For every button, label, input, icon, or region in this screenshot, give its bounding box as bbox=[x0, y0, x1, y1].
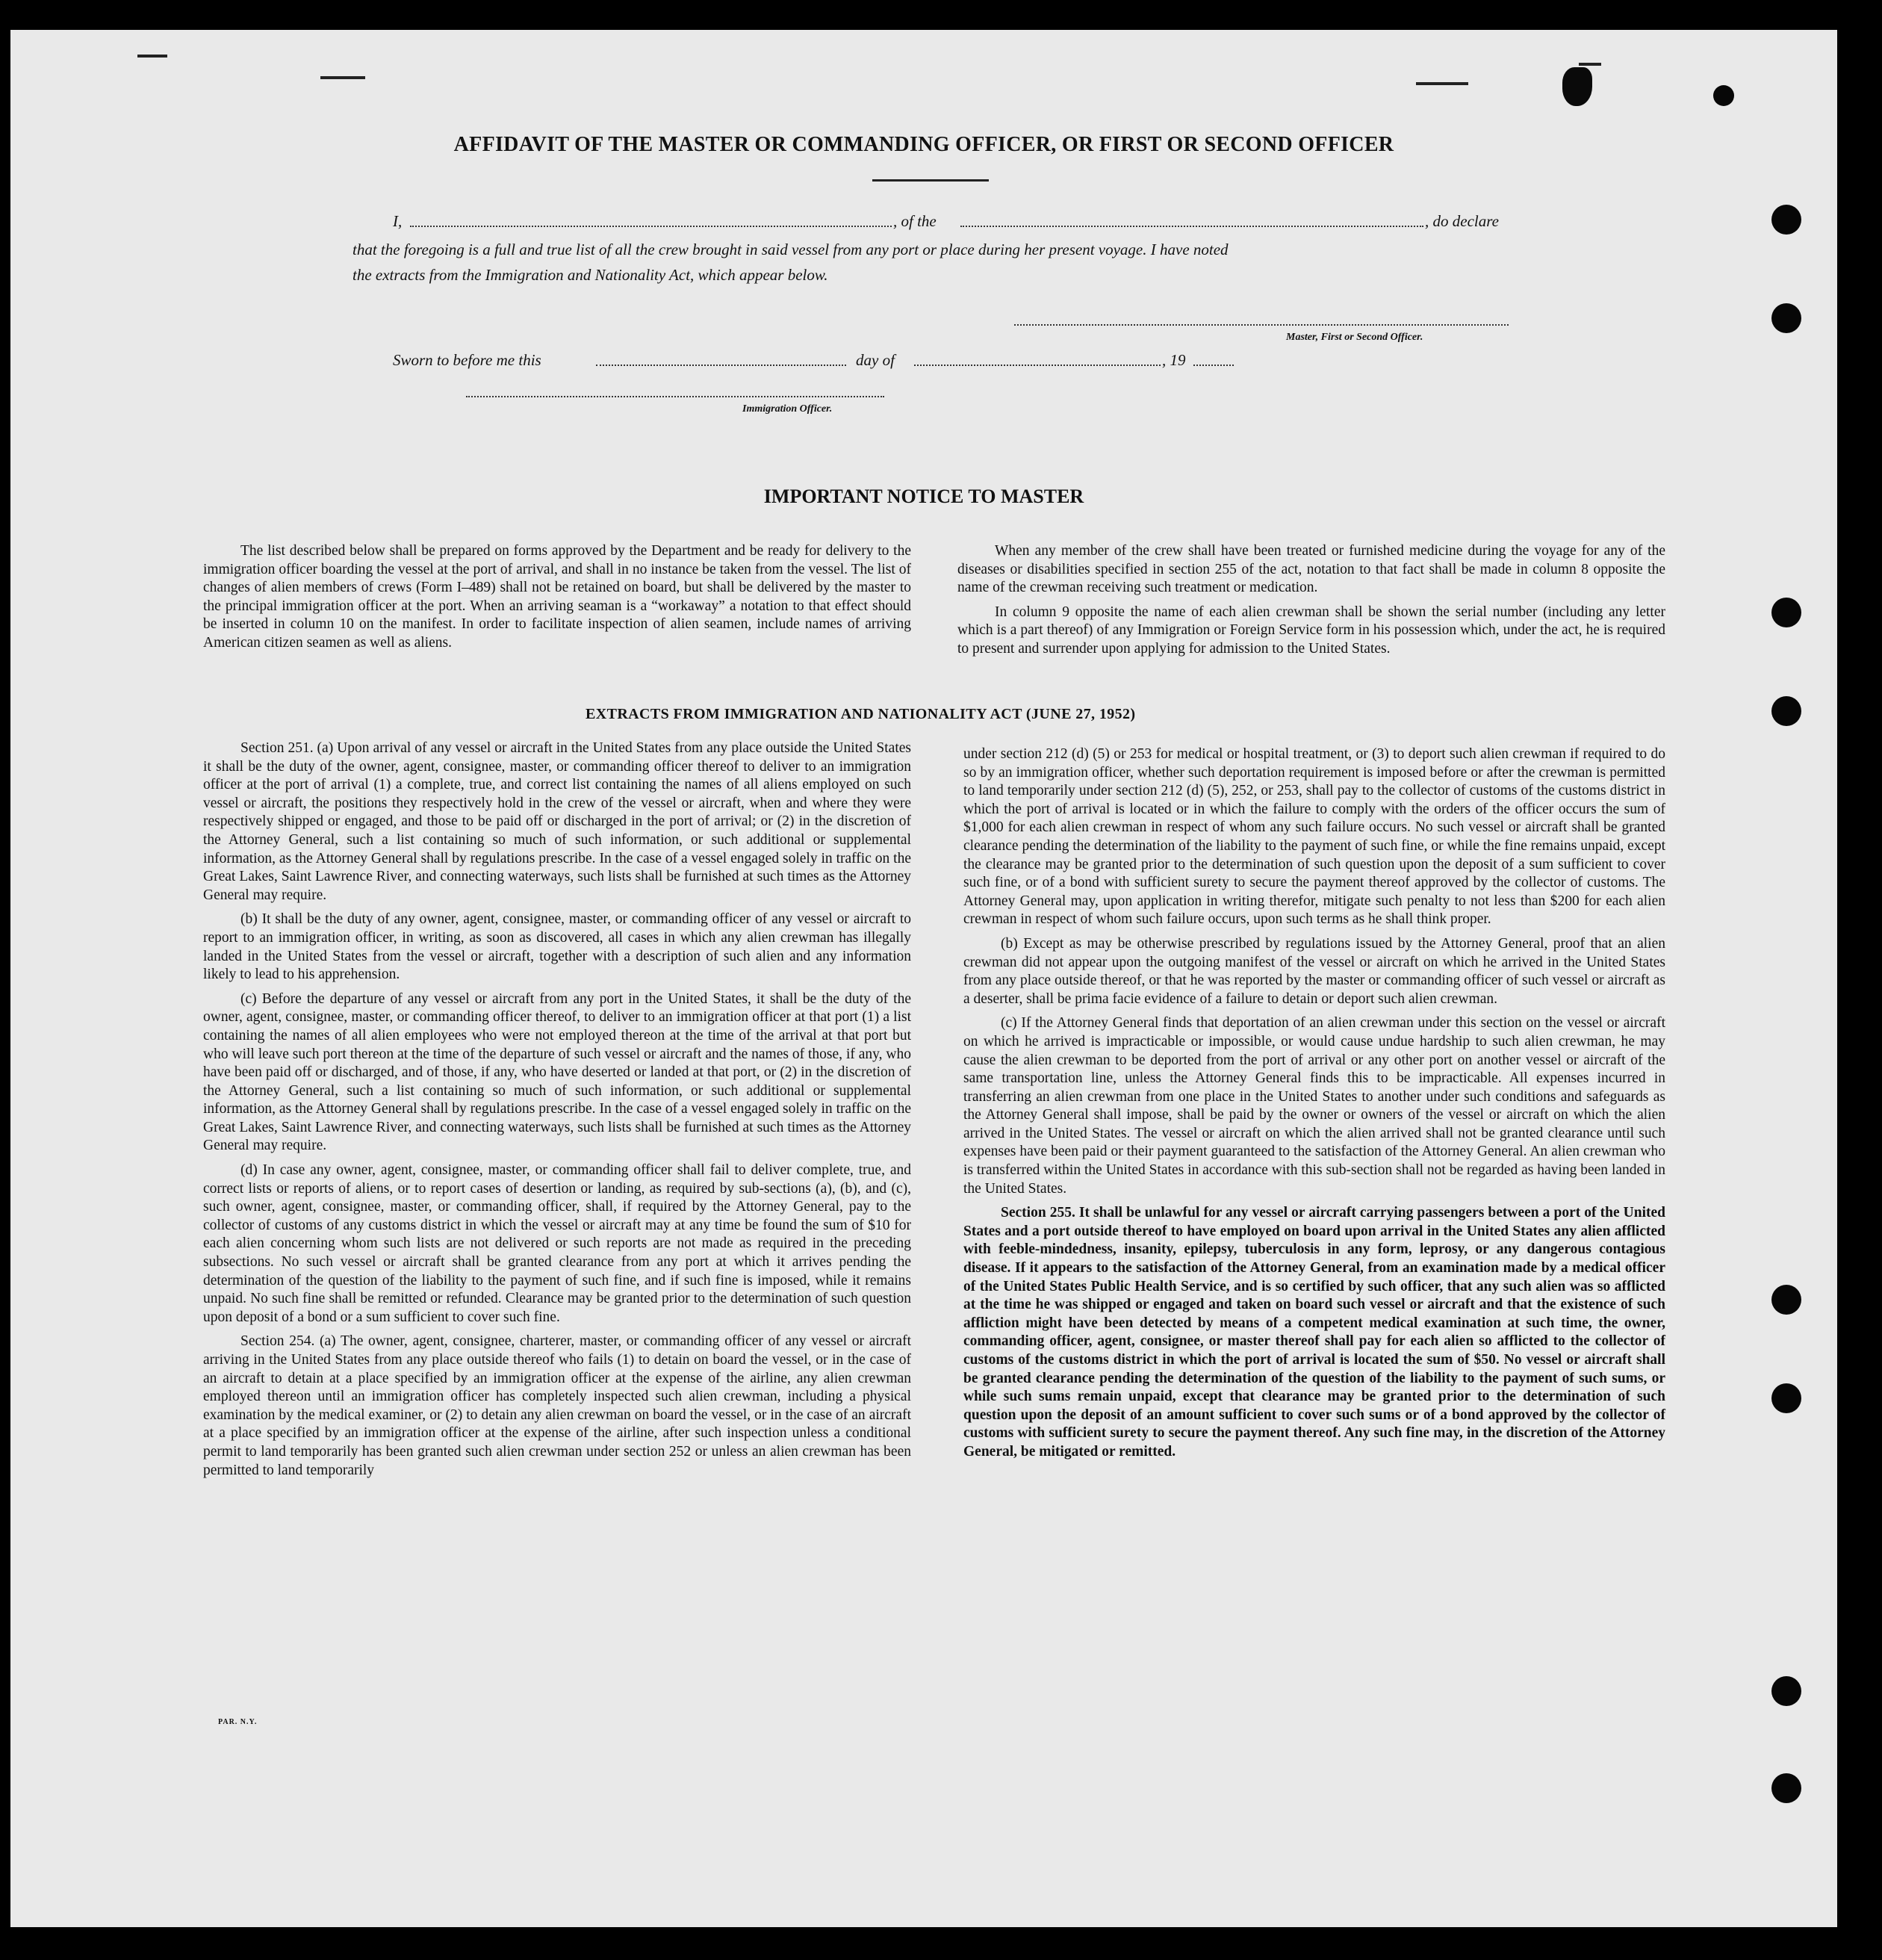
notice-right-column bbox=[957, 542, 1665, 665]
affidavit-i: I, bbox=[393, 212, 403, 230]
punch-hole bbox=[1771, 1773, 1801, 1803]
punch-hole bbox=[1771, 598, 1801, 627]
master-caption: Master, First or Second Officer. bbox=[1286, 332, 1423, 343]
officer-caption: Immigration Officer. bbox=[742, 403, 833, 415]
section-251-d: (d) In case any owner, agent, consignee, master, or commanding officer shall fail to deliver complete, true, and correct lists or reports of aliens, or to report cases of desertion or landing, as required by sub-sections (a), (b), and (c), such owner, agent, consignee, master, or commanding officer, shall, if required by the Attorney General, pay to the collector of customs of any customs district in which the vessel or aircraft may at any time be found the sum of $10 for each alien concerning whom such lists are not delivered or such reports are not made as required in the preceding subsections. No such vessel or aircraft shall be granted clearance from any port at which it arrives pending the determination of the question of the liability to the payment of such fine, and if such fine is imposed, while it remains unpaid. No such fine shall be remitted or refunded. Clearance may be granted prior to the determination of such question upon deposit of a bond or a sum sufficient to cover such fine. bbox=[203, 1162, 911, 1325]
section-255: Section 255. It shall be unlawful for any vessel or aircraft carrying passengers between a port of the United States and a port outside thereof to have employed on board upon arrival in the United States any alien afflicted with feeble-mindedness, insanity, epilepsy, tuberculosis in any form, leprosy, or any dangerous contagious disease. If it appears to the satisfaction of the Attorney General, from an examination made by a medical officer of the United States Public Health Service, and is so certified by such officer, that any such alien was so afflicted at the time he was shipped or engaged and taken on board such vessel or aircraft and that the existence of such affliction might have been detected by means of a competent medical examination at such time, the owner, commanding officer, agent, consignee, or master thereof shall pay for each alien so afflicted to the collector of customs of the customs district in which the port of arrival is located the sum of $50. No vessel or aircraft shall be granted clearance pending the determination of the question of the liability to the payment of such sums, or while such sums remain unpaid, except that clearance may be granted prior to the determination of such question upon the deposit of an amount sufficient to cover such sums or of a bond approved by the collector of customs with sufficient surety to secure the payment thereof. Any such fine may, in the discretion of the Attorney General, be mitigated or remitted. bbox=[963, 1205, 1665, 1460]
day-of-text: day of bbox=[856, 351, 895, 369]
affidavit-do-declare: , do declare bbox=[1425, 212, 1499, 230]
notice-left-column bbox=[203, 542, 911, 659]
declarant-name-line[interactable] bbox=[410, 226, 892, 227]
punch-hole bbox=[1771, 1285, 1801, 1315]
master-signature-line[interactable] bbox=[1014, 324, 1509, 326]
section-254-a: Section 254. (a) The owner, agent, consignee, charterer, master, or commanding officer of any vessel or aircraft arriving in the United States from any place outside thereof who fails (1) to detain on board the vessel, or in the case of an aircraft to detain at a place specified by an immigration officer at the expense of the airline, any alien crewman employed thereon until an immigration officer has completely inspected such alien crewman, including a physical examination by the medical examiner, or (2) to detain any alien crewman on board the vessel, or in the case of an aircraft at a place specified by an immigration officer at the expense of the airline, after such inspection unless a conditional permit to land temporarily has been granted such alien crewman under section 252 or unless an alien crewman has been permitted to land temporarily bbox=[203, 1333, 911, 1478]
scan-speck bbox=[320, 76, 365, 79]
section-251-c: (c) Before the departure of any vessel or aircraft from any port in the United States, it shall be the duty of the owner, agent, consignee, master, or commanding officer thereof, to deliver to an immigration officer at that port (1) a list containing the names of all alien employees who were not employed thereon at the time of the arrival at that port but who will leave such port thereon at the time of the departure of such vessel or aircraft and the names of those, if any, who have been paid off or discharged, and of those, if any, who have deserted or landed at that port, or (2) in the discretion of the Attorney General, such a list containing so much of such information, or such additional or supplemental information, as the Attorney General shall by regulations prescribe. In the case of a vessel engaged solely in traffic on the Great Lakes, Saint Lawrence River, and connecting waterways, such lists shall be furnished at such times as the Attorney General may require. bbox=[203, 990, 911, 1154]
section-254-c: (c) If the Attorney General finds that deportation of an alien crewman under this section on the vessel or aircraft on which he arrived is impracticable or impossible, or would cause undue hardship to such alien crewman, he may cause the alien crewman to be deported from the port of arrival or any other port on another vessel or aircraft of the same transportation line, unless the Attorney General finds this to be impracticable. All expenses incurred in transferring an alien crewman from one place in the United States to another under such conditions and safeguards as the Attorney General shall impose, shall be paid by the owner or owners of the vessel or aircraft on which the alien arrived in the United States. The vessel or aircraft on which the alien arrived shall not be granted clearance until such expenses have been paid or their payment guaranteed to the satisfaction of the Attorney General. An alien crewman who is transferred within the United States in accordance with this sub-section shall not be regarded as having been landed in the United States. bbox=[963, 1015, 1665, 1197]
punch-hole bbox=[1771, 1676, 1801, 1706]
notice-title: IMPORTANT NOTICE TO MASTER bbox=[763, 486, 1084, 507]
scan-speck bbox=[1579, 63, 1601, 66]
year-text: , 19 bbox=[1162, 351, 1186, 369]
immigration-officer-signature-line[interactable] bbox=[466, 396, 884, 397]
section-251-a: Section 251. (a) Upon arrival of any vessel or aircraft in the United States from any place outside the United States it shall be the duty of the owner, agent, consignee, master, or commanding officer thereof to deliver to an immigration officer at the port of arrival (1) a complete, true, and correct list containing the names of all aliens employed on such vessel or aircraft, the positions they respectively hold in the crew of the vessel or aircraft, when and where they were respectively shipped or engaged, and those to be paid off or discharged in the port of arrival; or (2) in the discretion of the Attorney General, such a list containing so much of such information, or such additional or supplemental information, as the Attorney General shall by regulations prescribe. In the case of a vessel engaged solely in traffic on the Great Lakes, Saint Lawrence River, and connecting waterways, such lists shall be furnished at such times as the Attorney General may require. bbox=[203, 740, 911, 903]
punch-hole bbox=[1771, 303, 1801, 333]
sworn-month-line[interactable] bbox=[914, 365, 1161, 366]
punch-hole bbox=[1771, 205, 1801, 235]
act-extracts-title: EXTRACTS FROM IMMIGRATION AND NATIONALITY ACT (JUNE 27, 1952) bbox=[586, 706, 1136, 722]
affidavit-of-the: , of the bbox=[893, 212, 937, 230]
notice-right-paragraph-1: When any member of the crew shall have been treated or furnished medicine during the voyage for any of the diseases or disabilities specified in section 255 of the act, notation to that fact shall be made in column 8 opposite the name of the crewman receiving such treatment or medication. bbox=[957, 543, 1665, 596]
ink-blot bbox=[1562, 67, 1592, 106]
section-254-a-continued: under section 212 (d) (5) or 253 for medical or hospital treatment, or (3) to deport such alien crewman if required to do so by an immigration officer, whether such deportation requirement is imposed before or after the crewman is permitted to land temporarily under section 212 (d) (5), 252, or 253, shall pay to the collector of customs of the customs district in which the port of arrival is located or in which the failure to comply with the orders of the officer occurs the sum of $1,000 for each alien crewman in respect of whom any such failure occurs. No such vessel or aircraft shall be granted clearance pending the determination of the liability to the payment of such fine, or while the fine remains unpaid, except the clearance may be granted prior to the determination of such question upon the deposit of a sum sufficient to cover such fine, or of a bond with sufficient surety to secure the payment thereof approved by the collector of customs. The Attorney General may, upon application in writing therefor, mitigate such penalty to not less than $200 for each alien crewman in respect of whom such failure occurs, upon such terms as he shall think proper. bbox=[963, 746, 1665, 928]
affidavit-line-2: that the foregoing is a full and true list of all the crew brought in said vessel from any port or place during her present voyage. I have noted bbox=[353, 241, 1229, 258]
act-left-column bbox=[203, 739, 911, 1486]
sworn-year-line[interactable] bbox=[1193, 365, 1234, 366]
sworn-text: Sworn to before me this bbox=[393, 351, 541, 369]
vessel-name-line[interactable] bbox=[960, 226, 1423, 227]
punch-hole bbox=[1713, 85, 1734, 106]
notice-right-paragraph-2: In column 9 opposite the name of each alien crewman shall be shown the serial number (including any letter which is a part thereof) of any Immigration or Foreign Service form in his possession which, under the act, he is required to present and surrender upon applying for admission to the United States. bbox=[957, 604, 1665, 657]
affidavit-line-3: the extracts from the Immigration and Nationality Act, which appear below. bbox=[353, 266, 828, 284]
notice-left-paragraph: The list described below shall be prepared on forms approved by the Department and be ready for delivery to the immigration officer boarding the vessel at the port of arrival, and shall in no instance be taken from the vessel. The list of changes of alien members of crews (Form I–489) shall not be retained on board, but shall be delivered by the master to the principal immigration officer at the port. When an arriving seaman is a “workaway” a notation to that effect should be inserted in column 10 on the manifest. In order to facilitate inspection of alien seamen, include names of arriving American citizen seamen as well as aliens. bbox=[203, 543, 911, 651]
affidavit-title: AFFIDAVIT OF THE MASTER OR COMMANDING OFFICER, OR FIRST OR SECOND OFFICER bbox=[453, 133, 1394, 156]
document-page bbox=[10, 30, 1837, 1927]
title-rule bbox=[872, 179, 989, 182]
sworn-day-line[interactable] bbox=[596, 365, 846, 366]
scan-speck bbox=[137, 55, 167, 58]
section-251-b: (b) It shall be the duty of any owner, agent, consignee, master, or commanding officer of any vessel or aircraft to report to an immigration officer, in writing, as soon as discovered, all cases in which any alien crewman has illegally landed in the United States from the vessel or aircraft, together with a description of such alien and any information likely to lead to his apprehension. bbox=[203, 911, 911, 983]
punch-hole bbox=[1771, 696, 1801, 726]
scan-speck bbox=[1416, 82, 1468, 85]
punch-hole bbox=[1771, 1383, 1801, 1413]
section-254-b: (b) Except as may be otherwise prescribed by regulations issued by the Attorney General, proof that an alien crewman did not appear upon the outgoing manifest of the vessel or aircraft on which he arrived in the United States from any place outside thereof, or that he was reported by the master or commanding officer of such vessel or aircraft as a deserter, shall be prima facie evidence of a failure to detain or deport such alien crewman. bbox=[963, 935, 1665, 1007]
act-right-column bbox=[963, 745, 1665, 1468]
printer-mark: PAR. N.Y. bbox=[218, 1718, 258, 1726]
